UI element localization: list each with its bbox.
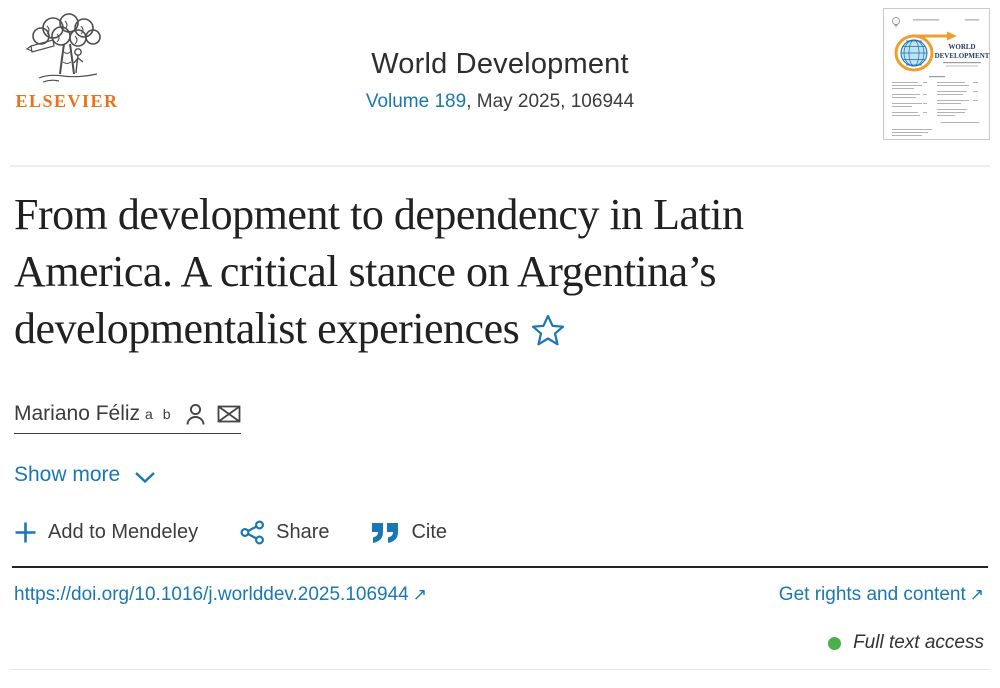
show-more-label: Show more [14,463,121,486]
external-link-icon: ↗ [969,585,984,604]
share-button[interactable] [240,520,329,545]
content-divider [12,566,988,568]
share-label: Share [276,521,330,543]
show-more-button[interactable] [14,463,156,487]
elsevier-wordmark: ELSEVIER [15,91,119,111]
journal-cover-thumbnail[interactable] [883,8,990,140]
author-name[interactable]: Mariano Féliz [14,402,141,425]
bottom-divider [10,669,990,670]
doi-link[interactable]: https://doi.org/10.1016/j.worlddev.2025.106944 ↗ [14,584,427,605]
email-envelope-icon[interactable] [217,405,241,423]
chevron-down-icon [134,471,156,484]
external-link-icon: ↗ [412,585,427,604]
links-row [14,584,984,606]
title-line-2: America. A critical stance on Argentina’s [14,247,717,296]
cover-title-word2: DEVELOPMENT [934,52,990,60]
access-indicator-dot [828,637,841,650]
title-line-3: developmentalist experiences [14,300,974,361]
save-article-star-icon[interactable] [531,304,565,361]
volume-link[interactable]: Volume 189 [365,91,467,112]
journal-title-link[interactable]: World Development [371,48,629,80]
journal-heading [0,48,1000,113]
header-divider [10,165,990,167]
cover-title-word1: WORLD [948,43,976,51]
share-icon [240,520,265,545]
journal-issue-line [0,91,1000,113]
access-status [828,632,984,654]
author-affiliation-superscript: a b [145,406,174,422]
cite-label: Cite [411,521,448,543]
title-line-1: From development to dependency in Latin [14,190,744,239]
issue-info: , May 2025, 106944 [466,91,635,112]
author-profile-icon [185,403,206,426]
author-row[interactable] [14,402,241,434]
article-actions [14,520,447,545]
cite-button[interactable] [371,521,447,544]
plus-icon [14,521,37,544]
cite-quote-icon [371,522,400,544]
article-title [14,186,974,361]
mendeley-label: Add to Mendeley [48,521,199,543]
access-label: Full text access [853,632,984,653]
add-to-mendeley-button[interactable] [14,521,198,544]
get-rights-link[interactable]: Get rights and content ↗ [778,584,984,605]
